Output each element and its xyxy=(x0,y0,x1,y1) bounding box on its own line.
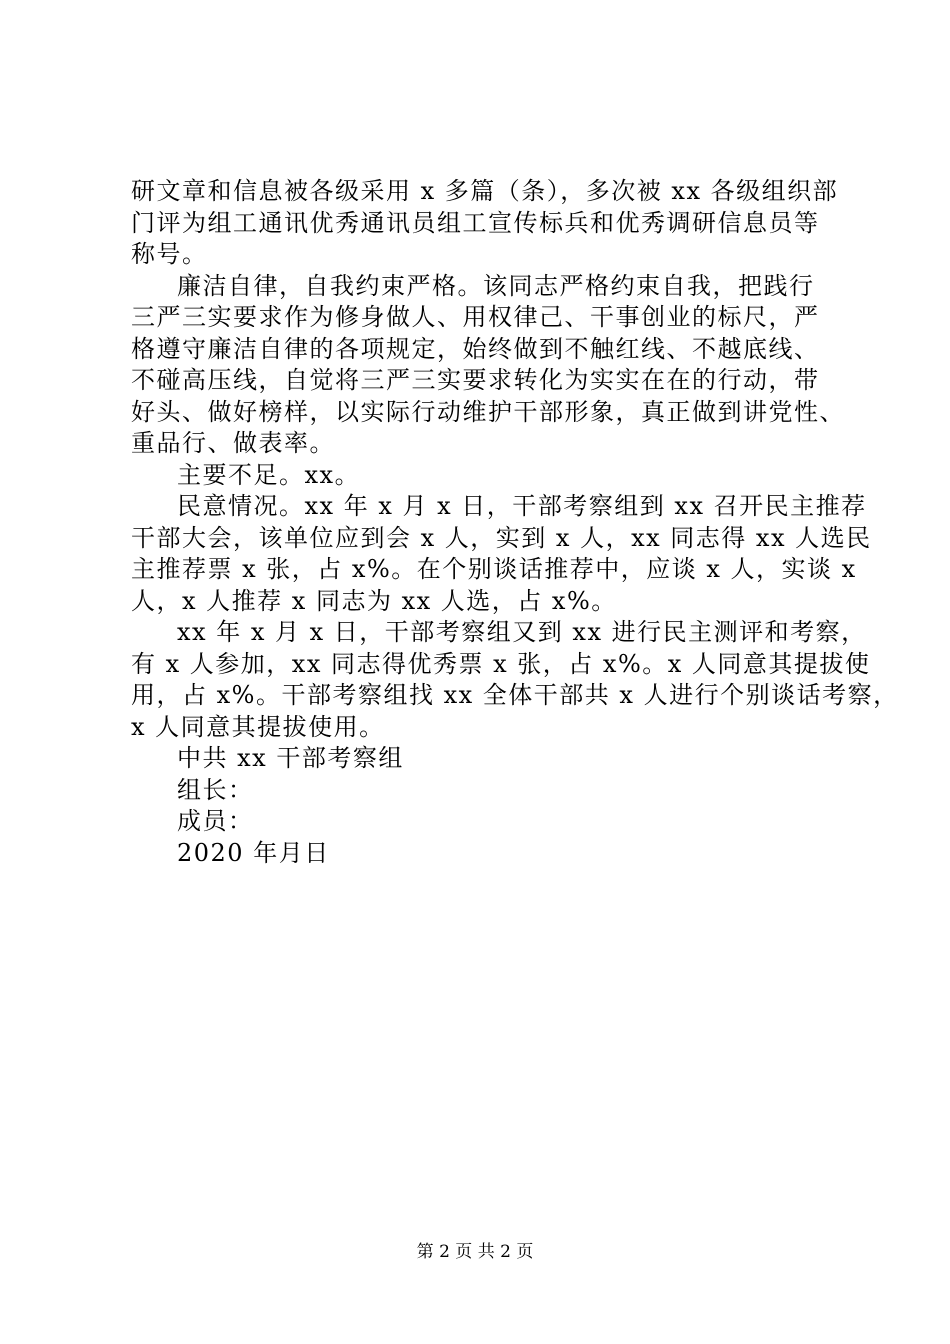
text-line: x 人同意其提拔使用。 xyxy=(131,712,385,741)
text-line: 干部大会，该单位应到会 x 人，实到 x 人，xx 同志得 xx 人选民 xyxy=(131,523,872,552)
page-number-footer: 第 2 页 共 2 页 xyxy=(416,1242,534,1262)
signature-members: 成员： xyxy=(177,807,254,835)
text-line: 重品行、做表率。 xyxy=(131,429,335,457)
text-line: 好头、做好榜样，以实际行动维护干部形象，真正做到讲党性、 xyxy=(131,397,845,426)
signature-leader: 组长： xyxy=(177,775,254,804)
text-line: 研文章和信息被各级采用 x 多篇（条），多次被 xx 各级组织部 xyxy=(131,177,839,205)
text-line: 人，x 人推荐 x 同志为 xx 人选，占 x%。 xyxy=(131,586,617,615)
text-line: 用，占 x%。干部考察组找 xx 全体干部共 x 人进行个别谈话考察， xyxy=(131,681,899,709)
text-line: 主推荐票 x 张，占 x%。在个别谈话推荐中，应谈 x 人，实谈 x xyxy=(131,555,857,583)
paragraph-start-line: 主要不足。xx。 xyxy=(177,460,361,489)
text-line: 有 x 人参加，xx 同志得优秀票 x 张，占 x%。x 人同意其提拔使 xyxy=(131,649,871,678)
document-body xyxy=(131,176,899,869)
text-line: 称号。 xyxy=(131,240,208,268)
signature-date: 2020 年月日 xyxy=(177,838,330,867)
signature-organization: 中共 xx 干部考察组 xyxy=(177,744,404,772)
paragraph-start-line: 民意情况。xx 年 x 月 x 日，干部考察组到 xx 召开民主推荐 xyxy=(177,492,867,520)
text-line: 不碰高压线，自觉将三严三实要求转化为实实在在的行动，带 xyxy=(131,366,820,394)
text-line: 三严三实要求作为修身做人、用权律己、干事创业的标尺，严 xyxy=(131,303,820,331)
paragraph-start-line: 廉洁自律，自我约束严格。该同志严格约束自我，把践行 xyxy=(177,271,815,300)
paragraph-start-line: xx 年 x 月 x 日，干部考察组又到 xx 进行民主测评和考察， xyxy=(177,618,867,646)
text-line: 门评为组工通讯优秀通讯员组工宣传标兵和优秀调研信息员等 xyxy=(131,208,820,237)
text-line: 格遵守廉洁自律的各项规定，始终做到不触红线、不越底线、 xyxy=(131,334,820,363)
